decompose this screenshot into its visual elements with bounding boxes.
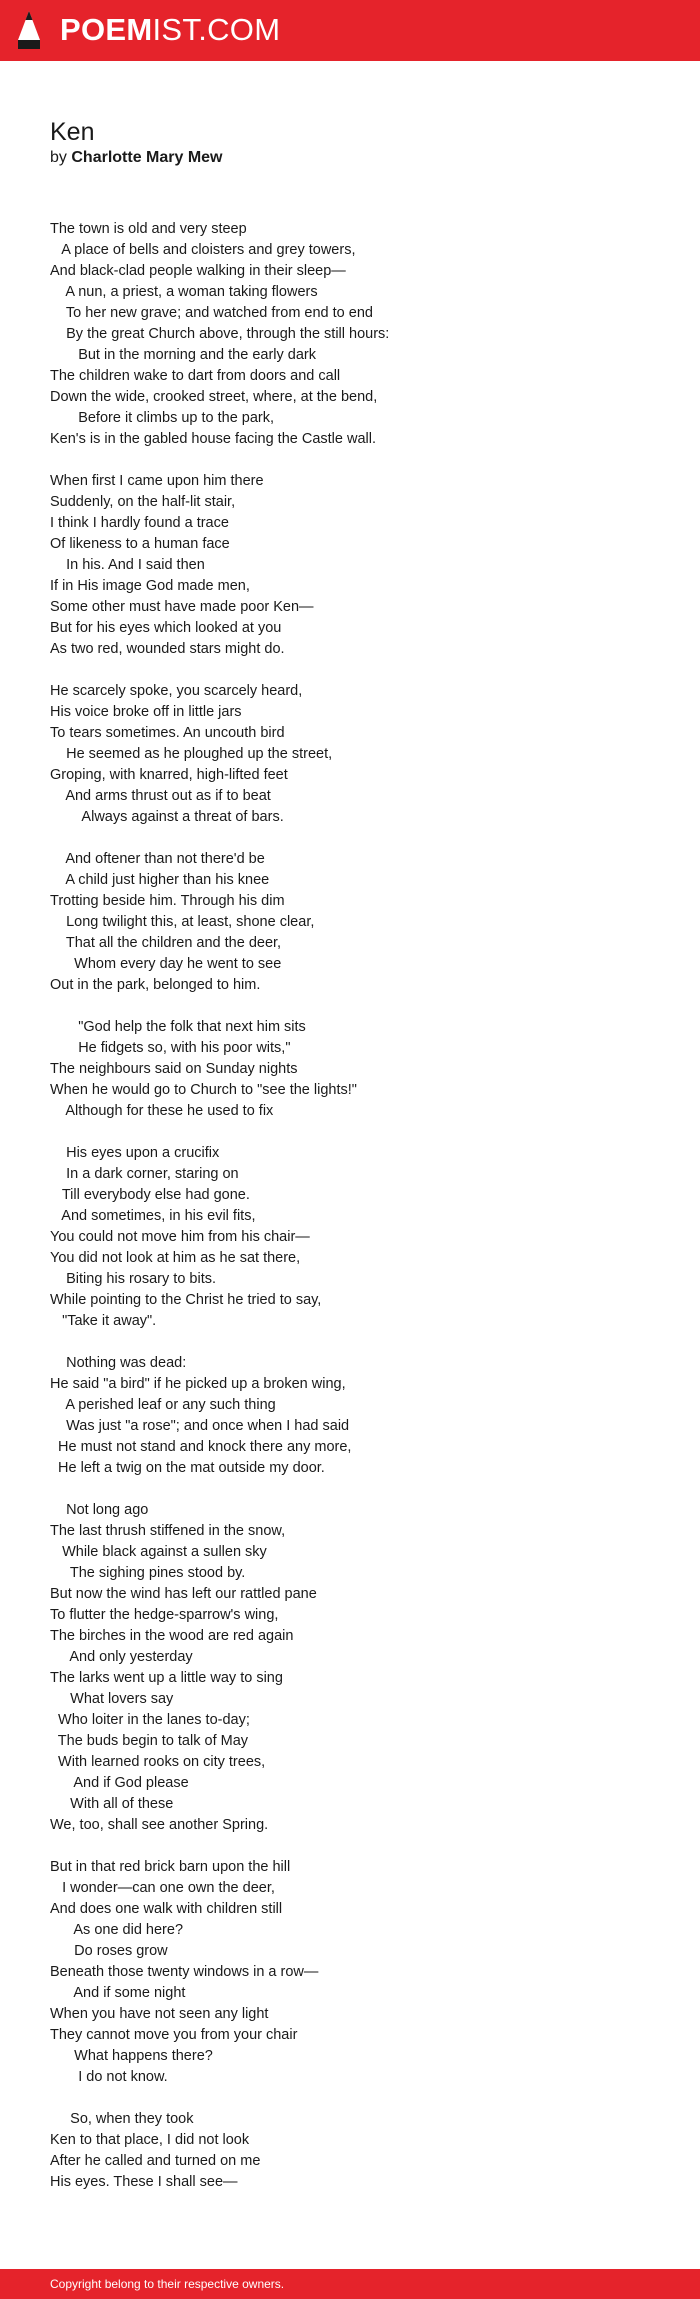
poem-line: The sighing pines stood by. bbox=[50, 1565, 246, 1581]
poem-line: Nothing was dead: bbox=[50, 1355, 187, 1371]
poem-line: With all of these bbox=[50, 1796, 174, 1812]
poem-line: When he would go to Church to "see the lights!" bbox=[50, 1082, 357, 1098]
stanza bbox=[50, 471, 650, 660]
stanza bbox=[50, 849, 650, 996]
site-footer bbox=[0, 2269, 700, 2299]
by-label: by bbox=[50, 149, 67, 166]
poem-line: To her new grave; and watched from end to end bbox=[50, 305, 373, 321]
poem-line: His eyes. These I shall see— bbox=[50, 2174, 238, 2190]
poem-line: Long twilight this, at least, shone clear, bbox=[50, 914, 315, 930]
poem-line: The neighbours said on Sunday nights bbox=[50, 1061, 298, 1077]
poem-line: Ken to that place, I did not look bbox=[50, 2132, 250, 2148]
poem-line: Whom every day he went to see bbox=[50, 956, 282, 972]
poem-line: Although for these he used to fix bbox=[50, 1103, 274, 1119]
poem-line: Suddenly, on the half-lit stair, bbox=[50, 494, 236, 510]
poem-line: When you have not seen any light bbox=[50, 2006, 269, 2022]
poem-line: "Take it away". bbox=[50, 1313, 157, 1329]
site-logo[interactable] bbox=[60, 12, 280, 48]
poem-line: Some other must have made poor Ken— bbox=[50, 599, 314, 615]
stanza bbox=[50, 1857, 650, 2088]
poem-line: He seemed as he ploughed up the street, bbox=[50, 746, 333, 762]
poem-line: And sometimes, in his evil fits, bbox=[50, 1208, 256, 1224]
copyright-text: Copyright belong to their respective owners. bbox=[50, 2277, 285, 2291]
poem-line: Before it climbs up to the park, bbox=[50, 410, 275, 426]
poem-line: A perished leaf or any such thing bbox=[50, 1397, 276, 1413]
poem-line: A child just higher than his knee bbox=[50, 872, 270, 888]
poem-line: By the great Church above, through the still hours: bbox=[50, 326, 390, 342]
poem-line: The buds begin to talk of May bbox=[50, 1733, 249, 1749]
poem-line: And if some night bbox=[50, 1985, 186, 2001]
poem-line: To tears sometimes. An uncouth bird bbox=[50, 725, 285, 741]
poem-line: But now the wind has left our rattled pane bbox=[50, 1586, 317, 1602]
poem-line: If in His image God made men, bbox=[50, 578, 250, 594]
poem-line: As one did here? bbox=[50, 1922, 184, 1938]
poem-line: But for his eyes which looked at you bbox=[50, 620, 282, 636]
logo-bold-text: POEM bbox=[60, 12, 153, 47]
poem-line: Always against a threat of bars. bbox=[50, 809, 284, 825]
poem-line: Beneath those twenty windows in a row— bbox=[50, 1964, 319, 1980]
poem-line: And arms thrust out as if to beat bbox=[50, 788, 271, 804]
poem-line: Not long ago bbox=[50, 1502, 149, 1518]
poem-line: What lovers say bbox=[50, 1691, 174, 1707]
stanza bbox=[50, 681, 650, 828]
poem-line: He must not stand and knock there any more, bbox=[50, 1439, 352, 1455]
poem-line: The last thrush stiffened in the snow, bbox=[50, 1523, 286, 1539]
poem-line: The town is old and very steep bbox=[50, 221, 247, 237]
logo-light-text: IST.COM bbox=[152, 12, 281, 47]
poem-line: I wonder—can one own the deer, bbox=[50, 1880, 275, 1896]
poem-line: You did not look at him as he sat there, bbox=[50, 1250, 301, 1266]
author-name[interactable]: Charlotte Mary Mew bbox=[71, 149, 223, 166]
poem-line: I think I hardly found a trace bbox=[50, 515, 229, 531]
poem-line: I do not know. bbox=[50, 2069, 168, 2085]
poem-line: Till everybody else had gone. bbox=[50, 1187, 250, 1203]
poem-line: In his. And I said then bbox=[50, 557, 205, 573]
poem-line: He said "a bird" if he picked up a broken wing, bbox=[50, 1376, 346, 1392]
stanza bbox=[50, 1017, 650, 1122]
poem-line: Ken's is in the gabled house facing the Castle wall. bbox=[50, 431, 376, 447]
poem-line: And if God please bbox=[50, 1775, 189, 1791]
poem-line: While black against a sullen sky bbox=[50, 1544, 267, 1560]
stanza bbox=[50, 1143, 650, 1332]
poem-line: After he called and turned on me bbox=[50, 2153, 261, 2169]
poem-line: They cannot move you from your chair bbox=[50, 2027, 298, 2043]
stanza bbox=[50, 1353, 650, 1479]
poem-line: He scarcely spoke, you scarcely heard, bbox=[50, 683, 303, 699]
poem-line: While pointing to the Christ he tried to say, bbox=[50, 1292, 322, 1308]
poem-body bbox=[50, 219, 650, 2214]
poem-line: Of likeness to a human face bbox=[50, 536, 230, 552]
poem-line: The larks went up a little way to sing bbox=[50, 1670, 283, 1686]
poem-line: And only yesterday bbox=[50, 1649, 193, 1665]
poem-line: As two red, wounded stars might do. bbox=[50, 641, 285, 657]
poem-line: But in the morning and the early dark bbox=[50, 347, 316, 363]
poem-line: "God help the folk that next him sits bbox=[50, 1019, 306, 1035]
poem-line: You could not move him from his chair— bbox=[50, 1229, 310, 1245]
stanza bbox=[50, 1500, 650, 1836]
byline bbox=[50, 147, 223, 169]
stanza bbox=[50, 219, 650, 450]
poem-line: The birches in the wood are red again bbox=[50, 1628, 294, 1644]
poem-line: So, when they took bbox=[50, 2111, 194, 2127]
poem-line: We, too, shall see another Spring. bbox=[50, 1817, 269, 1833]
pencil-tip-icon[interactable] bbox=[17, 10, 41, 50]
poem-line: Trotting beside him. Through his dim bbox=[50, 893, 285, 909]
poem-line: Groping, with knarred, high-lifted feet bbox=[50, 767, 288, 783]
poem-line: Was just "a rose"; and once when I had said bbox=[50, 1418, 350, 1434]
poem-line: To flutter the hedge-sparrow's wing, bbox=[50, 1607, 279, 1623]
poem-line: Biting his rosary to bits. bbox=[50, 1271, 217, 1287]
poem-line: Down the wide, crooked street, where, at the bend, bbox=[50, 389, 378, 405]
poem-line: His voice broke off in little jars bbox=[50, 704, 242, 720]
poem-line: He left a twig on the mat outside my door. bbox=[50, 1460, 325, 1476]
poem-line: A place of bells and cloisters and grey towers, bbox=[50, 242, 356, 258]
poem-line: His eyes upon a crucifix bbox=[50, 1145, 220, 1161]
poem-line: And does one walk with children still bbox=[50, 1901, 283, 1917]
poem-line: That all the children and the deer, bbox=[50, 935, 282, 951]
stanza bbox=[50, 2109, 650, 2193]
poem-line: In a dark corner, staring on bbox=[50, 1166, 239, 1182]
poem-line: When first I came upon him there bbox=[50, 473, 264, 489]
poem-line: And black-clad people walking in their sleep— bbox=[50, 263, 346, 279]
poem-line: A nun, a priest, a woman taking flowers bbox=[50, 284, 318, 300]
poem-line: The children wake to dart from doors and call bbox=[50, 368, 341, 384]
poem-line: But in that red brick barn upon the hill bbox=[50, 1859, 291, 1875]
poem-line: With learned rooks on city trees, bbox=[50, 1754, 266, 1770]
poem-line: Who loiter in the lanes to-day; bbox=[50, 1712, 250, 1728]
poem-line: Do roses grow bbox=[50, 1943, 168, 1959]
site-header bbox=[0, 0, 700, 61]
poem-line: Out in the park, belonged to him. bbox=[50, 977, 261, 993]
poem-line: And oftener than not there'd be bbox=[50, 851, 265, 867]
poem-line: What happens there? bbox=[50, 2048, 213, 2064]
poem-title: Ken bbox=[50, 118, 95, 146]
poem-line: He fidgets so, with his poor wits," bbox=[50, 1040, 291, 1056]
